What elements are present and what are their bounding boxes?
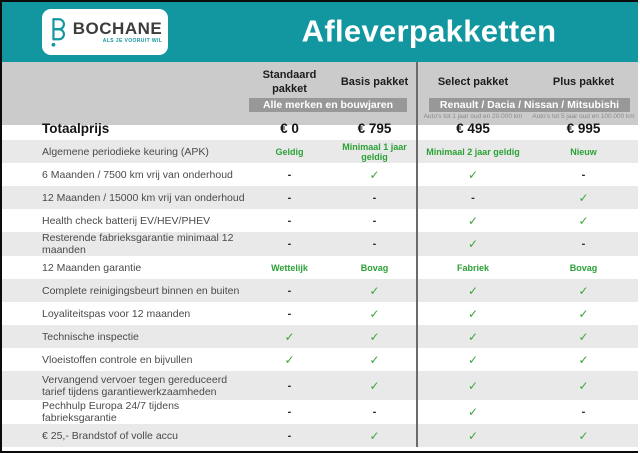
column-header-basis: Basis pakket [340,76,409,88]
cell-plus: Nieuw [570,146,597,157]
column-header-select: Select pakket [437,76,509,88]
price-standaard: € 0 [280,121,299,136]
logo-text: BOCHANE [72,19,163,38]
cell-plus: - [581,238,586,250]
cell-select: ✓ [467,306,479,321]
cell-standaard: - [287,406,292,418]
table-row [2,279,638,302]
table-row [2,371,638,400]
group-divider [416,62,418,447]
table-row [2,302,638,325]
cell-plus: ✓ [578,190,589,205]
cell-plus: Bovag [569,262,598,273]
page-title: Afleverpakketten [301,13,557,49]
cell-select: ✓ [467,213,479,228]
cell-select: ✓ [467,283,479,298]
group-banners-row [2,98,638,112]
table-row [2,209,638,232]
column-header-plus: Plus pakket [552,76,615,88]
row-label: Resterende fabrieksgarantie minimaal 12 maanden [42,232,234,256]
cell-standaard: ✓ [284,352,295,367]
bochane-logo-icon [48,16,68,48]
price-plus: € 995 [566,121,601,136]
cell-select: ✓ [467,378,479,393]
row-label: Vervangend vervoer tegen gereduceerd tarief tijdens garantiewerkzaamheden [42,373,228,398]
cell-select: ✓ [467,237,479,251]
cell-plus: - [581,168,586,181]
table-row [2,325,638,348]
cell-select: ✓ [467,167,479,182]
cell-basis: - [372,238,377,250]
table-row [2,140,638,163]
cell-basis: ✓ [369,283,380,298]
column-notes-row [2,112,638,121]
header-bar [2,2,638,62]
cell-basis: Minimaal 1 jaar geldig [342,141,407,162]
cell-select: ✓ [467,405,479,419]
table-row [2,256,638,279]
row-label: 6 Maanden / 7500 km vrij van onderhoud [42,168,233,181]
cell-basis: - [372,191,377,204]
table-row [2,163,638,186]
bochane-logo [42,9,168,55]
cell-standaard: - [287,238,292,250]
cell-standaard: ✓ [284,329,295,344]
row-label: Health check batterij EV/HEV/PHEV [42,214,211,227]
cell-plus: ✓ [578,306,589,321]
column-header-standaard: Standaard pakket [262,69,317,95]
cell-basis: ✓ [369,329,380,344]
total-price-row [2,121,638,141]
logo-tagline: ALS JE VOORUIT WIL [102,38,163,44]
cell-plus: - [581,406,586,418]
cell-basis: ✓ [369,378,380,393]
comparison-table-body [2,125,638,447]
cell-select: ✓ [467,428,479,443]
cell-select: ✓ [467,329,479,344]
cell-standaard: Wettelijk [271,262,308,273]
cell-standaard: - [287,379,292,392]
cell-plus: ✓ [578,428,589,443]
row-label: 12 Maanden garantie [42,261,142,274]
table-row [2,232,638,256]
cell-standaard: - [287,284,292,297]
row-label: 12 Maanden / 15000 km vrij van onderhoud [42,191,245,204]
cell-plus: ✓ [578,213,589,228]
cell-basis: - [372,406,377,418]
cell-plus: ✓ [578,329,589,344]
cell-basis: ✓ [369,306,380,321]
note-select: Auto's tot 1 jaar oud en 20.000 km [423,113,523,120]
row-label: Loyaliteitspas voor 12 maanden [42,307,191,320]
cell-plus: ✓ [578,378,589,393]
cell-standaard: Geldig [275,146,304,157]
cell-basis: - [372,214,377,227]
cell-standaard: - [287,191,292,204]
cell-basis: ✓ [369,428,380,443]
row-label: Complete reinigingsbeurt binnen en buiten [42,284,240,297]
cell-basis: Bovag [360,262,389,273]
cell-standaard: - [287,429,292,442]
cell-select: ✓ [467,352,479,367]
banner-alle-merken: Alle merken en bouwjaren [249,98,407,112]
row-label: € 25,- Brandstof of volle accu [42,429,178,442]
cell-basis: ✓ [369,352,380,367]
table-row [2,424,638,447]
table-row [2,348,638,371]
cell-standaard: - [287,307,292,320]
total-price-label: Totaalprijs [42,121,110,136]
cell-plus: ✓ [578,283,589,298]
note-plus: Auto's tot 5 jaar oud en 100.000 km [532,113,635,120]
cell-select: Fabriek [456,262,489,273]
table-row [2,400,638,424]
table-row [2,186,638,209]
row-label: Pechhulp Europa 24/7 tijdens fabrieksgarantie [42,400,180,424]
cell-select: Minimaal 2 jaar geldig [426,146,520,157]
package-names-row [2,68,638,96]
banner-merken-rechts: Renault / Dacia / Nissan / Mitsubishi [429,98,630,112]
cell-standaard: - [287,214,292,227]
cell-select: - [471,191,475,204]
row-label: Vloeistoffen controle en bijvullen [42,353,193,366]
cell-standaard: - [287,168,292,181]
cell-plus: ✓ [578,352,589,367]
price-select: € 495 [456,121,490,136]
price-basis: € 795 [357,121,392,136]
row-label: Algemene periodieke keuring (APK) [42,145,209,158]
row-label: Technische inspectie [42,330,139,343]
cell-basis: ✓ [369,167,380,182]
column-header-band [2,62,638,136]
